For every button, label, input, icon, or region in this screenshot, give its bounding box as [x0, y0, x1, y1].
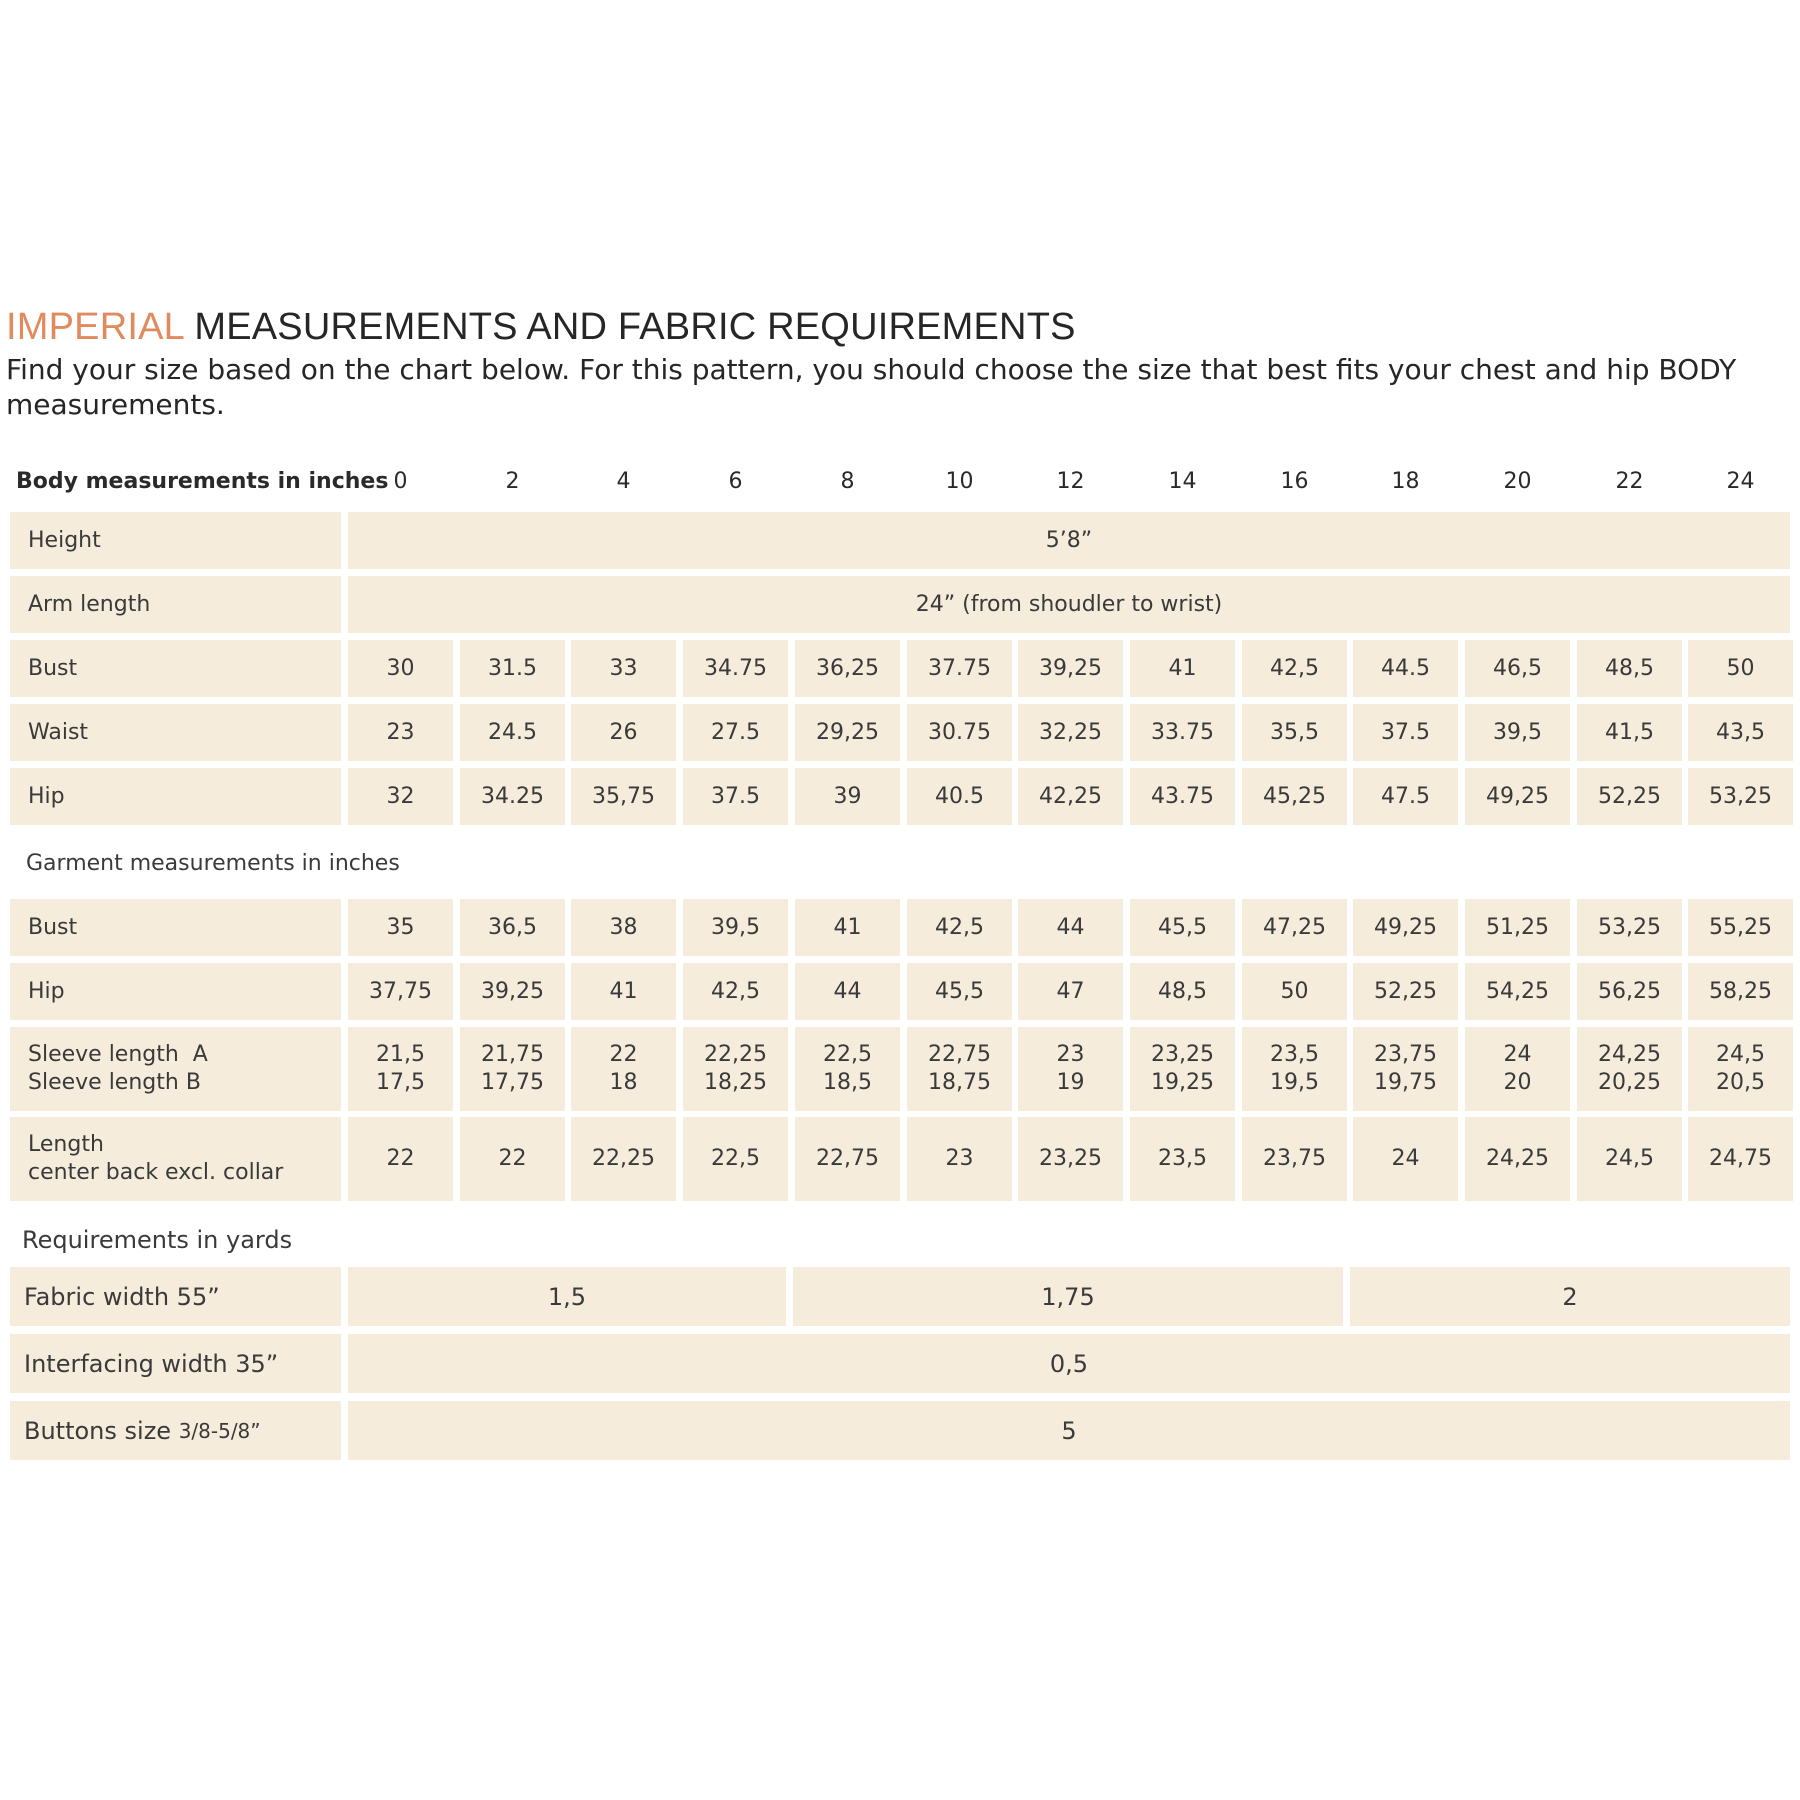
sleeve-b-value: 18,25 [704, 1070, 767, 1095]
row-label-interfacing-width: Interfacing width 35” [10, 1334, 341, 1393]
table-cell: 22,25 [571, 1117, 676, 1201]
row-label-fabric-width: Fabric width 55” [10, 1267, 341, 1326]
table-cell: 23,25 [1018, 1117, 1123, 1201]
table-cell: 31.5 [460, 640, 565, 697]
table-cell: 24,5 [1577, 1117, 1682, 1201]
table-cell: 51,25 [1465, 899, 1570, 956]
sleeve-a-value: 22,5 [823, 1042, 872, 1067]
table-cell: 33 [571, 640, 676, 697]
table-cell: 39,25 [460, 963, 565, 1020]
sleeve-a-value: 22 [609, 1042, 638, 1067]
sleeve-b-value: 19,25 [1151, 1070, 1214, 1095]
sleeve-a-value: 23,75 [1374, 1042, 1437, 1067]
table-cell: 23 [348, 704, 453, 761]
page-title [6, 306, 1076, 349]
sleeve-b-value: 18,5 [823, 1070, 872, 1095]
table-cell: 55,25 [1688, 899, 1793, 956]
sleeve-a-value: 24 [1503, 1042, 1532, 1067]
table-cell: 43,5 [1688, 704, 1793, 761]
table-cell-sleeve [571, 1027, 676, 1111]
title-rest: MEASUREMENTS AND FABRIC REQUIREMENTS [194, 306, 1076, 348]
table-cell: 35 [348, 899, 453, 956]
table-cell: 24 [1353, 1117, 1458, 1201]
table-cell: 24,25 [1465, 1117, 1570, 1201]
row-label-body-bust: Bust [10, 640, 341, 697]
row-label-body-hip: Hip [10, 768, 341, 825]
table-cell: 37.75 [907, 640, 1012, 697]
sleeve-b-value: 20,25 [1598, 1070, 1661, 1095]
table-cell: 45,25 [1242, 768, 1347, 825]
size-column-header: 12 [1056, 469, 1085, 494]
sleeve-b-value: 17,5 [376, 1070, 425, 1095]
table-cell: 24.5 [460, 704, 565, 761]
table-cell: 56,25 [1577, 963, 1682, 1020]
sleeve-b-value: 18,75 [928, 1070, 991, 1095]
table-cell-sleeve [683, 1027, 788, 1111]
size-column-header: 14 [1168, 469, 1197, 494]
table-cell: 47 [1018, 963, 1123, 1020]
table-cell: 46,5 [1465, 640, 1570, 697]
requirements-section-header: Requirements in yards [22, 1226, 293, 1254]
table-cell: 30.75 [907, 704, 1012, 761]
height-value: 5’8” [348, 512, 1790, 569]
fabric-value-sizes-0-6: 1,5 [348, 1267, 786, 1326]
size-column-header: 10 [945, 469, 974, 494]
table-cell: 36,25 [795, 640, 900, 697]
table-cell: 39 [795, 768, 900, 825]
sizes-header: Body measurements in inches [16, 469, 389, 494]
table-cell: 52,25 [1577, 768, 1682, 825]
table-cell-sleeve [1353, 1027, 1458, 1111]
table-cell: 23,75 [1242, 1117, 1347, 1201]
table-cell-sleeve [460, 1027, 565, 1111]
size-column-header: 6 [728, 469, 743, 494]
table-cell: 45,5 [907, 963, 1012, 1020]
table-cell: 47,25 [1242, 899, 1347, 956]
table-cell: 22 [460, 1117, 565, 1201]
row-label-body-waist: Waist [10, 704, 341, 761]
table-cell: 58,25 [1688, 963, 1793, 1020]
size-column-header: 16 [1280, 469, 1309, 494]
table-cell: 23,5 [1130, 1117, 1235, 1201]
size-column-header: 0 [393, 469, 408, 494]
table-cell: 35,75 [571, 768, 676, 825]
sleeve-b-value: 20 [1503, 1070, 1532, 1095]
table-cell: 37.5 [1353, 704, 1458, 761]
table-cell-sleeve [1577, 1027, 1682, 1111]
table-cell: 35,5 [1242, 704, 1347, 761]
row-label-garment-bust: Bust [10, 899, 341, 956]
table-cell: 41 [1130, 640, 1235, 697]
table-cell: 30 [348, 640, 453, 697]
table-cell: 44.5 [1353, 640, 1458, 697]
buttons-value: 5 [348, 1401, 1790, 1460]
size-column-header: 22 [1615, 469, 1644, 494]
row-label-garment-hip: Hip [10, 963, 341, 1020]
table-cell: 45,5 [1130, 899, 1235, 956]
table-cell: 27.5 [683, 704, 788, 761]
table-cell: 47.5 [1353, 768, 1458, 825]
sleeve-a-value: 22,25 [704, 1042, 767, 1067]
table-cell: 41 [795, 899, 900, 956]
table-cell: 42,5 [683, 963, 788, 1020]
table-cell: 22,75 [795, 1117, 900, 1201]
table-cell-sleeve [1018, 1027, 1123, 1111]
table-cell: 38 [571, 899, 676, 956]
table-cell: 34.75 [683, 640, 788, 697]
table-cell: 37,75 [348, 963, 453, 1020]
buttons-label-main: Buttons size [24, 1416, 179, 1445]
sleeve-a-value: 23,5 [1270, 1042, 1319, 1067]
table-cell: 39,25 [1018, 640, 1123, 697]
table-cell: 53,25 [1577, 899, 1682, 956]
table-cell: 32,25 [1018, 704, 1123, 761]
sleeve-b-value: 19 [1056, 1070, 1085, 1095]
garment-section-header: Garment measurements in inches [26, 851, 400, 876]
table-cell: 53,25 [1688, 768, 1793, 825]
table-cell: 42,5 [907, 899, 1012, 956]
intro-text: Find your size based on the chart below. For this pattern, you should choose the size that best fits your chest and hip BODY measurements. [6, 353, 1737, 421]
table-cell: 22,5 [683, 1117, 788, 1201]
table-cell: 26 [571, 704, 676, 761]
sleeve-a-value: 21,5 [376, 1042, 425, 1067]
table-cell: 32 [348, 768, 453, 825]
table-cell: 37.5 [683, 768, 788, 825]
sleeve-a-value: 23,25 [1151, 1042, 1214, 1067]
row-label-buttons-size [10, 1401, 341, 1460]
row-label-height: Height [10, 512, 341, 569]
table-cell: 22 [348, 1117, 453, 1201]
table-cell: 34.25 [460, 768, 565, 825]
table-cell: 54,25 [1465, 963, 1570, 1020]
sleeve-label-a: Sleeve length A [28, 1042, 208, 1067]
size-column-header: 4 [616, 469, 631, 494]
table-cell: 40.5 [907, 768, 1012, 825]
sleeve-b-value: 17,75 [481, 1070, 544, 1095]
length-label-1: Length [28, 1132, 104, 1157]
table-cell-sleeve [1242, 1027, 1347, 1111]
interfacing-value: 0,5 [348, 1334, 1790, 1393]
title-accent: IMPERIAL [6, 306, 184, 348]
sleeve-label-b: Sleeve length B [28, 1070, 201, 1095]
buttons-label-small: 3/8-5/8” [178, 1418, 261, 1443]
sleeve-b-value: 19,75 [1374, 1070, 1437, 1095]
table-cell-sleeve [348, 1027, 453, 1111]
fabric-value-sizes-8-16: 1,75 [793, 1267, 1343, 1326]
size-column-header: 18 [1391, 469, 1420, 494]
size-column-header: 8 [840, 469, 855, 494]
table-cell: 44 [1018, 899, 1123, 956]
table-cell: 43.75 [1130, 768, 1235, 825]
size-column-header: 20 [1503, 469, 1532, 494]
sleeve-b-value: 20,5 [1716, 1070, 1765, 1095]
table-cell-sleeve [1688, 1027, 1793, 1111]
arm-length-value: 24” (from shoudler to wrist) [348, 576, 1790, 633]
row-label-length [10, 1117, 341, 1201]
table-cell: 48,5 [1577, 640, 1682, 697]
table-cell: 29,25 [795, 704, 900, 761]
sleeve-a-value: 22,75 [928, 1042, 991, 1067]
row-label-sleeve-length [10, 1027, 341, 1111]
table-cell-sleeve [1465, 1027, 1570, 1111]
sleeve-b-value: 18 [609, 1070, 638, 1095]
table-cell: 36,5 [460, 899, 565, 956]
table-cell-sleeve [907, 1027, 1012, 1111]
size-column-header: 2 [505, 469, 520, 494]
table-cell: 50 [1242, 963, 1347, 1020]
sleeve-a-value: 23 [1056, 1042, 1085, 1067]
table-cell: 39,5 [1465, 704, 1570, 761]
table-cell: 41 [571, 963, 676, 1020]
table-cell: 49,25 [1353, 899, 1458, 956]
table-cell: 24,75 [1688, 1117, 1793, 1201]
sleeve-a-value: 21,75 [481, 1042, 544, 1067]
fabric-value-sizes-18-24: 2 [1350, 1267, 1790, 1326]
table-cell: 52,25 [1353, 963, 1458, 1020]
sleeve-b-value: 19,5 [1270, 1070, 1319, 1095]
table-cell: 50 [1688, 640, 1793, 697]
table-cell: 44 [795, 963, 900, 1020]
sleeve-a-value: 24,5 [1716, 1042, 1765, 1067]
table-cell: 39,5 [683, 899, 788, 956]
table-cell: 48,5 [1130, 963, 1235, 1020]
size-column-header: 24 [1726, 469, 1755, 494]
table-cell: 23 [907, 1117, 1012, 1201]
table-cell: 42,5 [1242, 640, 1347, 697]
table-cell: 42,25 [1018, 768, 1123, 825]
table-cell: 41,5 [1577, 704, 1682, 761]
sleeve-a-value: 24,25 [1598, 1042, 1661, 1067]
table-cell: 33.75 [1130, 704, 1235, 761]
table-cell: 49,25 [1465, 768, 1570, 825]
table-cell-sleeve [1130, 1027, 1235, 1111]
table-cell-sleeve [795, 1027, 900, 1111]
row-label-arm-length: Arm length [10, 576, 341, 633]
length-label-2: center back excl. collar [28, 1160, 284, 1185]
